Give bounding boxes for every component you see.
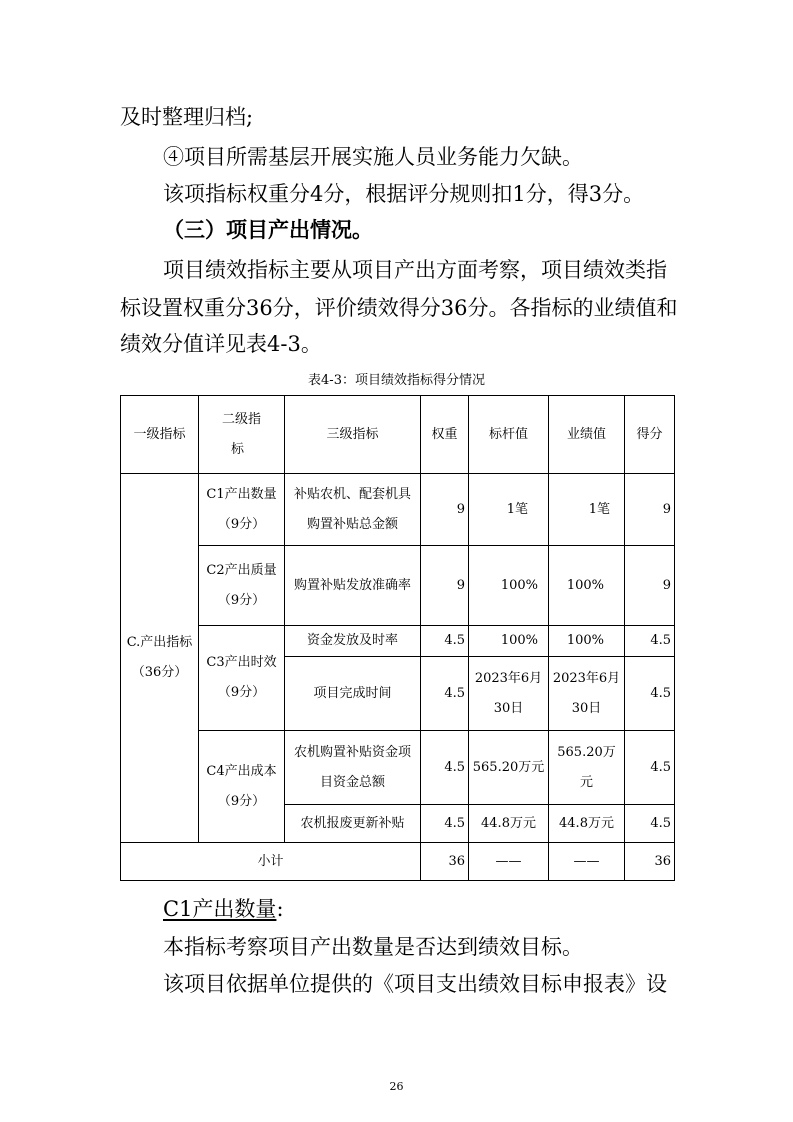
row1-actual: 1笔	[549, 474, 625, 546]
paragraph-staff-capability: ④项目所需基层开展实施人员业务能力欠缺。	[163, 145, 583, 169]
row5-benchmark: 565.20万元	[469, 731, 549, 805]
row2-benchmark: 100%	[469, 546, 549, 626]
page-number: 26	[389, 1080, 404, 1093]
header-level2	[199, 396, 285, 474]
row4-level3: 项目完成时间	[285, 657, 421, 731]
row6-level3: 农机报废更新补贴	[285, 805, 421, 843]
header-level3: 三级指标	[285, 396, 421, 474]
row4-actual-line1: 2023年6月	[552, 670, 621, 686]
subtotal-benchmark: ——	[469, 843, 549, 881]
table-row	[121, 731, 675, 805]
group-c1-points: （9分）	[217, 516, 266, 532]
row1-level3	[285, 474, 421, 546]
group-c3	[199, 626, 285, 731]
paragraph-c1-basis: 该项目依据单位提供的《项目支出绩效目标申报表》设	[163, 972, 667, 996]
subtotal-label: 小计	[121, 843, 421, 881]
row6-weight: 4.5	[421, 805, 469, 843]
header-level1: 一级指标	[121, 396, 199, 474]
paragraph-archive: 及时整理归档;	[120, 105, 254, 129]
paragraph-output-line3: 绩效分值详见表4-3。	[120, 332, 322, 356]
group-c1	[199, 474, 285, 546]
subheading-c1	[163, 895, 284, 923]
row5-level3-line2: 目资金总额	[319, 774, 385, 790]
row4-benchmark-line2: 30日	[493, 700, 524, 716]
header-actual: 业绩值	[549, 396, 625, 474]
row2-weight: 9	[421, 546, 469, 626]
row1-score: 9	[625, 474, 675, 546]
group-c3-points: （9分）	[217, 685, 266, 700]
group-c3-name: C3产出时效	[206, 655, 277, 670]
row2-score: 9	[625, 546, 675, 626]
subtotal-row	[121, 843, 675, 881]
row1-benchmark: 1笔	[469, 474, 549, 546]
row4-score: 4.5	[625, 657, 675, 731]
group-c2	[199, 546, 285, 626]
row4-weight: 4.5	[421, 657, 469, 731]
row3-weight: 4.5	[421, 626, 469, 657]
row5-level3	[285, 731, 421, 805]
header-weight: 权重	[421, 396, 469, 474]
paragraph-output-line2: 标设置权重分36分，评价绩效得分36分。各指标的业绩值和	[120, 296, 678, 320]
paragraph-score-note: 该项指标权重分4分，根据评分规则扣1分，得3分。	[163, 182, 645, 206]
row5-score: 4.5	[625, 731, 675, 805]
table-row	[121, 546, 675, 626]
table-row	[121, 626, 675, 657]
row4-benchmark	[469, 657, 549, 731]
subtotal-weight: 36	[421, 843, 469, 881]
row3-benchmark: 100%	[469, 626, 549, 657]
header-level2-line2: 标	[231, 441, 245, 457]
row1-weight: 9	[421, 474, 469, 546]
score-table	[120, 395, 675, 881]
group-c4	[199, 731, 285, 843]
subtotal-actual: ——	[549, 843, 625, 881]
subtotal-score: 36	[625, 843, 675, 881]
paragraph-output-line1: 项目绩效指标主要从项目产出方面考察，项目绩效类指	[163, 258, 667, 282]
paragraph-c1-description: 本指标考察项目产出数量是否达到绩效目标。	[163, 935, 583, 959]
table-row	[121, 474, 675, 546]
header-level2-line1: 二级指	[221, 411, 261, 427]
row3-level3: 资金发放及时率	[285, 626, 421, 657]
row1-level3-line1: 补贴农机、配套机具	[293, 486, 411, 502]
row5-level3-line1: 农机购置补贴资金项	[293, 744, 411, 760]
row2-actual: 100%	[549, 546, 625, 626]
row4-actual-line2: 30日	[571, 700, 602, 716]
row2-level3: 购置补贴发放准确率	[285, 546, 421, 626]
row5-weight: 4.5	[421, 731, 469, 805]
row3-actual: 100%	[549, 626, 625, 657]
group-c4-points: （9分）	[217, 793, 266, 809]
subheading-c1-colon: :	[276, 897, 284, 921]
table-caption: 表4-3：项目绩效指标得分情况	[308, 373, 485, 388]
row6-score: 4.5	[625, 805, 675, 843]
level1-cell	[121, 474, 199, 843]
subheading-c1-title: C1产出数量	[163, 897, 277, 921]
group-c2-points: （9分）	[217, 592, 266, 608]
group-c1-name: C1产出数量	[206, 486, 277, 502]
level1-name: C.产出指标	[126, 635, 193, 650]
header-benchmark: 标杆值	[469, 396, 549, 474]
group-c4-name: C4产出成本	[206, 763, 277, 779]
row6-actual: 44.8万元	[549, 805, 625, 843]
row3-score: 4.5	[625, 626, 675, 657]
section-heading: （三）项目产出情况。	[163, 217, 373, 242]
level1-points: （36分）	[131, 665, 188, 680]
group-c2-name: C2产出质量	[206, 562, 277, 578]
row4-benchmark-line1: 2023年6月	[474, 670, 543, 686]
table-header-row	[121, 396, 675, 474]
row1-level3-line2: 购置补贴总金额	[306, 516, 398, 532]
header-score: 得分	[625, 396, 675, 474]
row4-actual	[549, 657, 625, 731]
row5-actual: 565.20万元	[549, 731, 625, 805]
row6-benchmark: 44.8万元	[469, 805, 549, 843]
